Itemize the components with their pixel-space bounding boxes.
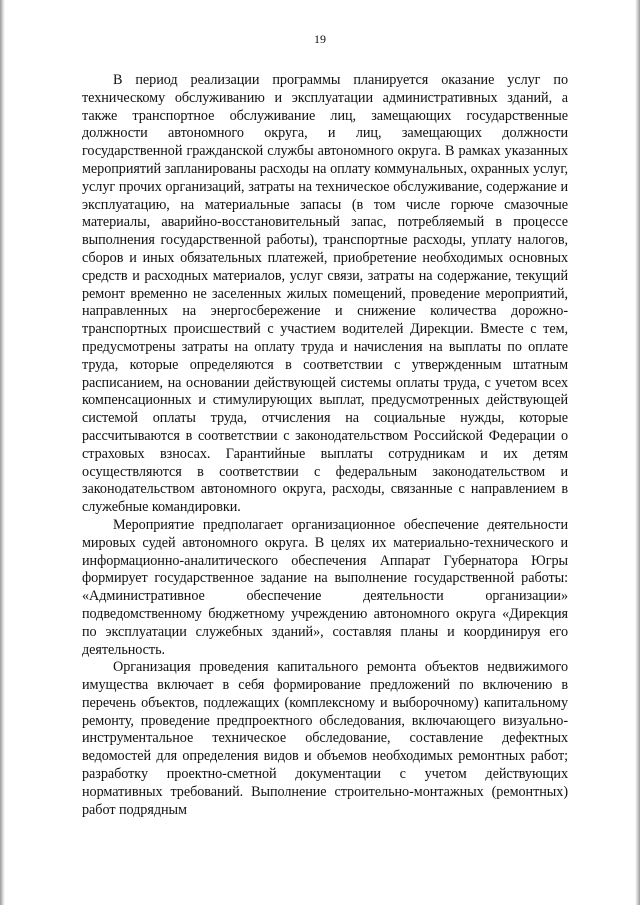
document-body [82, 72, 568, 819]
page-number: 19 [314, 32, 326, 46]
scan-edge-right [635, 0, 640, 905]
paragraph-magistrates-support: Мероприятие предполагает организационное обеспечение деятельности мировых судей автономного округа. В целях их материально-технического и информационно-аналитического обеспечения Аппарат Губернатора Югры формирует государственное задание на выполнение государственной работы: «Административное обеспечение деятельности организации» подведомственному бюджетному учреждению автономного округа «Дирекция по эксплуатации служебных зданий», составляя планы и координируя его деятельность. [82, 516, 568, 658]
paragraph-program-services: В период реализации программы планируется оказание услуг по техническому обслуживанию и эксплуатации административных зданий, а также транспортное обслуживание лиц, замещающих государственные должности автономного округа, и лиц, замещающих должности государственной гражданской службы автономного округа. В рамках указанных мероприятий запланированы расходы на оплату коммунальных, охранных услуг, услуг прочих организаций, затраты на техническое обслуживание, содержание и эксплуатацию, на материальные запасы (в том числе горюче смазочные материалы, аварийно-восстановительный запас, потребляемый в процессе выполнения государственной работы), транспортные расходы, уплату налогов, сборов и иных обязательных платежей, приобретение необходимых основных средств и расходных материалов, услуг связи, затраты на содержание, текущий ремонт временно не заселенных жилых помещений, проведение мероприятий, направленных на энергосбережение и снижение количества дорожно-транспортных происшествий с участием водителей Дирекции. Вместе с тем, предусмотрены затраты на оплату труда и начисления на выплаты по оплате труда, которые определяются в соответствии с утвержденным штатным расписанием, на основании действующей системы оплаты труда, с учетом всех компенсационных и стимулирующих выплат, предусмотренных действующей системой оплаты труда, отчисления на социальные нужды, которые рассчитываются в соответствии с законодательством Российской Федерации о страховых взносах. Гарантийные выплаты сотрудникам и их детям осуществляются в соответствии с федеральным законодательством и законодательством автономного округа, расходы, связанные с направлением в служебные командировки. [82, 72, 568, 516]
paragraph-capital-repair: Организация проведения капитального ремонта объектов недвижимого имущества включает в себя формирование предложений по включению в перечень объектов, подлежащих (комплексному и выборочному) капитальному ремонту, проведение предпроектного обследования, включающего визуально-инструментальное техническое обследование, составление дефектных ведомостей для определения видов и объемов необходимых ремонтных работ; разработку проектно-сметной документации с учетом действующих нормативных требований. Выполнение строительно-монтажных (ремонтных) работ подрядным [82, 659, 568, 818]
scan-edge-left [0, 0, 5, 905]
